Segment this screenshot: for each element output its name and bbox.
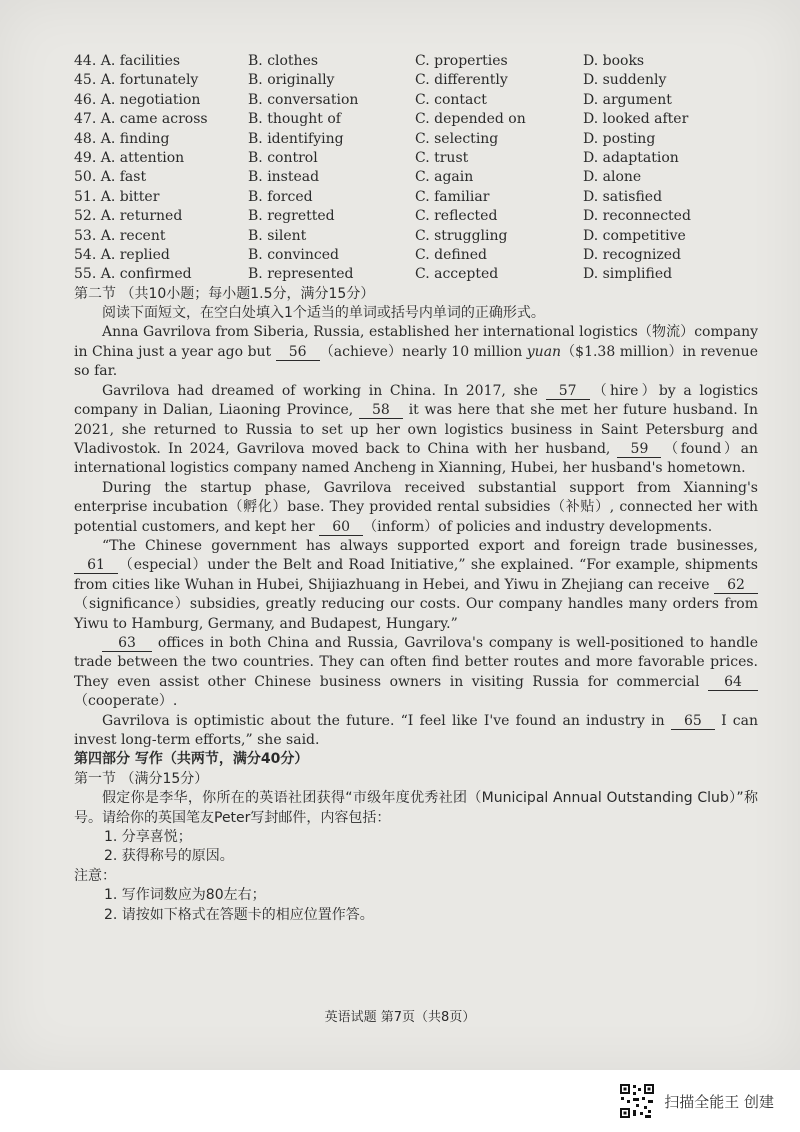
section2-title: 第二节 （共10小题；每小题1.5分，满分15分） [74,285,375,302]
option-d: D. competitive [583,227,686,244]
option-c: C. contact [415,91,487,108]
option-b: B. silent [248,227,307,244]
blank-57: 57 [546,383,590,400]
blank-56: 56 [276,344,320,361]
notes-heading: 注意： [74,867,116,884]
option-b: B. originally [248,72,335,89]
option-d: D. satisfied [583,188,663,205]
options-row [74,71,758,90]
option-c: C. properties [415,53,508,69]
option-a: 50. A. fast [74,169,147,186]
option-b: B. control [248,149,318,166]
qr-code-icon [618,1082,656,1120]
option-b: B. forced [248,188,313,205]
blank-58: 58 [359,402,403,419]
options-row [74,265,758,284]
option-b: B. clothes [248,53,319,69]
writing-item-1: 1. 分享喜悦； [104,829,192,846]
passage-paragraph-1: Anna Gavrilova from Siberia, Russia, established her international logistics（物流）company in China just a year ago but 56 （achieve）nearly 10 million yuan（$1.38 million）in revenue so far. [74,324,758,380]
option-a: 47. A. came across [74,111,208,128]
option-c: C. differently [415,72,508,89]
option-b: B. thought of [248,111,341,128]
passage-paragraph-4: “The Chinese government has always supported export and foreign trade businesses, 61 （especial）under the Belt and Road Initiative,” she explained. “For example, shipments from cities like Wuhan in Hubei, Shijiazhuang in Hebei, and Yiwu in Zhejiang can receive 62（significance）subsidies, greatly reducing our costs. Our company handles many orders from Yiwu to Hamburg, Germany, and Budapest, Hungary.” [74,537,758,632]
part4-title: 第四部分 写作（共两节，满分40分） [74,751,309,768]
writing-item-2: 2. 获得称号的原因。 [104,848,234,865]
option-a: 53. A. recent [74,227,166,244]
options-row [74,52,758,71]
option-d: D. books [583,53,645,69]
passage-paragraph-5: 63 offices in both China and Russia, Gavrilova's company is well-positioned to handle trade between the two countries. They can often find better routes and more favorable prices. They even assist other Chinese business owners in visiting Russia for commercial 64（cooperate）. [74,634,758,710]
page-footer: 英语试题 第7页（共8页） [324,1010,476,1025]
options-row [74,91,758,110]
option-d: D. recognized [583,246,681,263]
note-item-2: 2. 请按如下格式在答题卡的相应位置作答。 [104,906,374,923]
option-a: 54. A. replied [74,246,170,263]
blank-62: 62 [714,577,758,594]
option-d: D. reconnected [583,208,691,225]
options-row [74,168,758,187]
note-item-1: 1. 写作词数应为80左右； [104,887,266,904]
option-d: D. simplified [583,266,673,283]
blank-59: 59 [617,441,661,458]
option-d: D. argument [583,91,672,108]
option-b: B. conversation [248,91,359,108]
option-c: C. familiar [415,188,490,205]
part4-section1-title: 第一节 （满分15分） [74,770,209,787]
passage-paragraph-6: Gavrilova is optimistic about the future. “I feel like I've found an industry in 65 I can invest long-term efforts,” she said. [74,712,759,749]
scanner-watermark [618,1082,774,1120]
option-b: B. convinced [248,246,339,263]
option-d: D. suddenly [583,72,667,89]
option-d: D. looked after [583,111,689,128]
option-c: C. depended on [415,111,526,128]
option-b: B. instead [248,169,320,186]
option-a: 45. A. fortunately [74,72,199,89]
passage-paragraph-3: During the startup phase, Gavrilova received substantial support from Xianning's enterprise incubation（孵化）base. They provided rental subsidies（补贴）, connected her with potential customers, and kept her 60 （inform）of policies and industry developments. [74,479,758,535]
options-row [74,246,758,265]
option-c: C. trust [415,149,469,166]
options-row [74,188,758,207]
options-row [74,130,758,149]
blank-61: 61 [74,557,118,574]
blank-63: 63 [102,635,152,652]
option-c: C. struggling [415,227,508,244]
option-c: C. accepted [415,266,499,283]
section2-instruction: 阅读下面短文，在空白处填入1个适当的单词或括号内单词的正确形式。 [102,305,545,322]
option-a: 49. A. attention [74,149,185,166]
option-a: 52. A. returned [74,208,183,225]
option-a: 46. A. negotiation [74,91,201,108]
options-row [74,227,758,246]
option-b: B. regretted [248,208,335,225]
options-row [74,149,758,168]
option-a: 51. A. bitter [74,188,160,205]
option-c: C. selecting [415,130,499,147]
options-table [74,52,758,285]
option-b: B. represented [248,266,354,283]
option-d: D. alone [583,169,642,186]
blank-60: 60 [319,519,363,536]
option-c: C. reflected [415,208,498,225]
blank-65: 65 [671,713,715,730]
options-row [74,207,758,226]
page-content [74,52,758,925]
option-c: C. defined [415,246,487,263]
option-a: 48. A. finding [74,130,170,147]
option-d: D. adaptation [583,149,679,166]
option-d: D. posting [583,130,656,147]
option-a: 44. A. facilities [74,53,181,69]
writing-prompt: 假定你是李华，你所在的英语社团获得“市级年度优秀社团（Municipal Annual Outstanding Club）”称号。请给你的英国笔友Peter写封邮件，内容包括： [74,790,758,826]
blank-64: 64 [708,674,758,691]
option-b: B. identifying [248,130,344,147]
option-a: 55. A. confirmed [74,266,192,283]
passage-paragraph-2: Gavrilova had dreamed of working in China. In 2017, she 57 （hire）by a logistics company in Dalian, Liaoning Province, 58 it was here that she met her future husband. In 2021, she returned to Russia to set up her own logistics business in Saint Petersburg and Vladivostok. In 2024, Gavrilova moved back to China with her husband, 59 （found）an international logistics company named Ancheng in Xianning, Hubei, her husband's hometown. [74,382,759,477]
options-row [74,110,758,129]
watermark-text: 扫描全能王 创建 [664,1092,774,1111]
option-c: C. again [415,169,474,186]
